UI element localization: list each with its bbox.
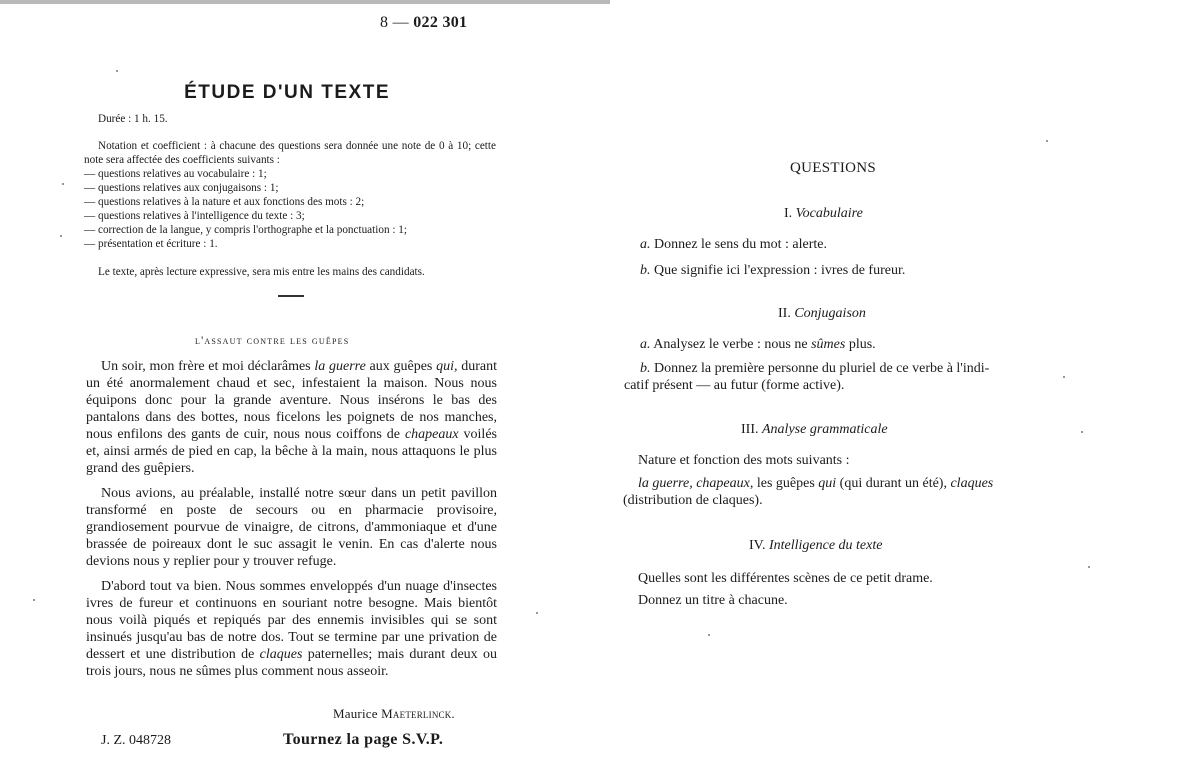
paragraph-1-part: voilés et, ainsi armés de pied en cap, la bêche à la main, nous attaquons le plus grand des guêpiers. xyxy=(86,427,497,476)
question-text: Donnez la première personne du pluriel de ce verbe à l'indi- xyxy=(654,361,990,376)
question-label: a. xyxy=(640,237,651,252)
questions-heading: QUESTIONS xyxy=(790,160,877,176)
section-title: Analyse grammaticale xyxy=(762,422,888,437)
grammar-words-continued: (distribution de claques). xyxy=(623,493,763,508)
question-vocab-a xyxy=(640,236,827,253)
text-title: l'assaut contre les guêpes xyxy=(195,335,350,347)
question-text: Analysez le verbe : nous ne xyxy=(653,337,812,352)
criteria-item: — questions relatives au vocabulaire : 1; xyxy=(84,167,496,181)
scan-speck xyxy=(116,70,118,72)
criteria-item: — questions relatives à la nature et aux fonctions des mots : 2; xyxy=(84,195,496,209)
criteria-item: — questions relatives aux conjugaisons : 1; xyxy=(84,181,496,195)
question-vocab-b xyxy=(640,262,905,279)
grammar-intro: Nature et fonction des mots suivants : xyxy=(638,453,850,468)
author-first-name: Maurice xyxy=(333,706,378,721)
paragraph-1-part: aux guêpes xyxy=(365,359,437,374)
author xyxy=(333,706,455,722)
section-title: Intelligence du texte xyxy=(768,538,883,553)
criteria-item: — correction de la langue, y compris l'orthographe et la ponctuation : 1; xyxy=(84,223,496,237)
text-body xyxy=(86,358,497,688)
scan-speck xyxy=(33,599,35,601)
section-number: II. xyxy=(778,306,791,321)
scan-speck xyxy=(60,235,62,237)
right-page xyxy=(600,0,1188,763)
paragraph-3-italic: claques xyxy=(259,647,303,662)
question-text: Donnez le sens du mot : alerte. xyxy=(654,237,828,252)
question-conj-a xyxy=(640,336,876,353)
grammar-word: (qui durant un été), xyxy=(836,476,951,491)
footer-code: J. Z. 048728 xyxy=(101,733,171,748)
grammar-word: la guerre, chapeaux, xyxy=(638,476,754,491)
grammar-word: claques xyxy=(950,476,994,491)
question-text: Que signifie ici l'expression : ivres de fureur. xyxy=(654,263,906,278)
distribution-note: Le texte, après lecture expressive, sera mis entre les mains des candidats. xyxy=(98,266,425,278)
page-number-prefix: 8 xyxy=(380,14,389,31)
question-label: b. xyxy=(640,263,651,278)
page-number-code: 022 301 xyxy=(413,14,468,31)
notation-intro: Notation et coefficient : à chacune des questions sera donnée une note de 0 à 10; cette note sera affectée des coefficients suivants : xyxy=(84,140,496,166)
grammar-word: les guêpes xyxy=(753,476,819,491)
scan-speck xyxy=(536,612,538,614)
paragraph-1-italic: chapeaux xyxy=(404,427,459,442)
duration: Durée : 1 h. 15. xyxy=(98,113,168,125)
section-number: III. xyxy=(741,422,759,437)
criteria-item: — présentation et écriture : 1. xyxy=(84,237,496,251)
criteria-list xyxy=(84,167,496,251)
paragraph-3-part: paternelles; mais durant deux ou trois jours, nous ne sûmes plus comment nous asseoir. xyxy=(86,647,497,679)
page-number-dash: — xyxy=(392,14,409,31)
comprehension-question-1: Quelles sont les différentes scènes de ce petit drame. xyxy=(638,571,933,586)
turn-page-note: Tournez la page S.V.P. xyxy=(283,731,444,748)
paragraph-3 xyxy=(86,578,497,680)
comprehension-question-2: Donnez un titre à chacune. xyxy=(638,593,788,608)
document-title xyxy=(0,82,490,104)
paragraph-1 xyxy=(86,358,497,477)
scan-speck xyxy=(62,183,64,185)
section-title: Vocabulaire xyxy=(795,206,863,221)
section-conjugaison xyxy=(778,306,866,322)
paragraph-3-part: D'abord tout va bien. Nous sommes enveloppés d'un nuage d'insectes ivres de fureur et continuons en souriant notre besogne. Mais bientôt nous voilà piqués et repiqués par des ennemis invisibles qui se sont insinués jusqu'au bas de notre dos. Tout se termine par une privation de dessert et une distribution de xyxy=(86,579,497,662)
paragraph-1-italic: qui, xyxy=(436,359,458,374)
author-last-name: Maeterlinck. xyxy=(381,706,455,721)
criteria-item: — questions relatives à l'intelligence du texte : 3; xyxy=(84,209,496,223)
divider xyxy=(278,295,304,297)
paragraph-1-part: durant un été anormalement chaud et sec, infestaient la maison. Nous nous équipons donc pour la grande aventure. Nous insérons le bas des pantalons dans des bottes, nous ficelons les poignets de nos manches, nous enfilons des gants de cuir, nous nous coiffons de xyxy=(86,359,498,442)
section-analyse xyxy=(741,422,888,438)
paragraph-1-part: Un soir, mon frère et moi déclarâmes xyxy=(101,359,315,374)
grammar-word: qui xyxy=(818,476,837,491)
grammar-words xyxy=(623,475,1058,509)
question-verb: sûmes xyxy=(811,337,846,352)
question-label: b. xyxy=(640,361,651,376)
section-intelligence xyxy=(749,538,882,554)
section-vocabulaire xyxy=(784,206,863,222)
page-number xyxy=(380,14,467,32)
section-title: Conjugaison xyxy=(794,306,866,321)
section-number: IV. xyxy=(749,538,766,553)
question-label: a. xyxy=(640,337,651,352)
scan-speck xyxy=(708,634,710,636)
notation-block xyxy=(84,139,496,251)
question-text-continued: catif présent — au futur (forme active). xyxy=(624,378,845,393)
scan-speck xyxy=(1081,431,1083,433)
section-number: I. xyxy=(784,206,793,221)
document-title-text: ÉTUDE D'UN TEXTE xyxy=(184,82,390,103)
paragraph-1-italic: la guerre xyxy=(314,359,366,374)
scan-speck xyxy=(1088,566,1090,568)
question-conj-b xyxy=(624,360,1040,394)
scan-speck xyxy=(1046,140,1048,142)
scan-speck xyxy=(1063,376,1065,378)
paragraph-2: Nous avions, au préalable, installé notre sœur dans un petit pavillon transformé en poste de secours ou en pharmacie provisoire, grandiosement pourvue de vinaigre, de citrons, d'ammoniaque et d'une brassée de poireaux dont le suc assagit le venin. En cas d'alerte nous devions nous y replier pour y trouver refuge. xyxy=(86,486,497,569)
question-text: plus. xyxy=(845,337,876,352)
